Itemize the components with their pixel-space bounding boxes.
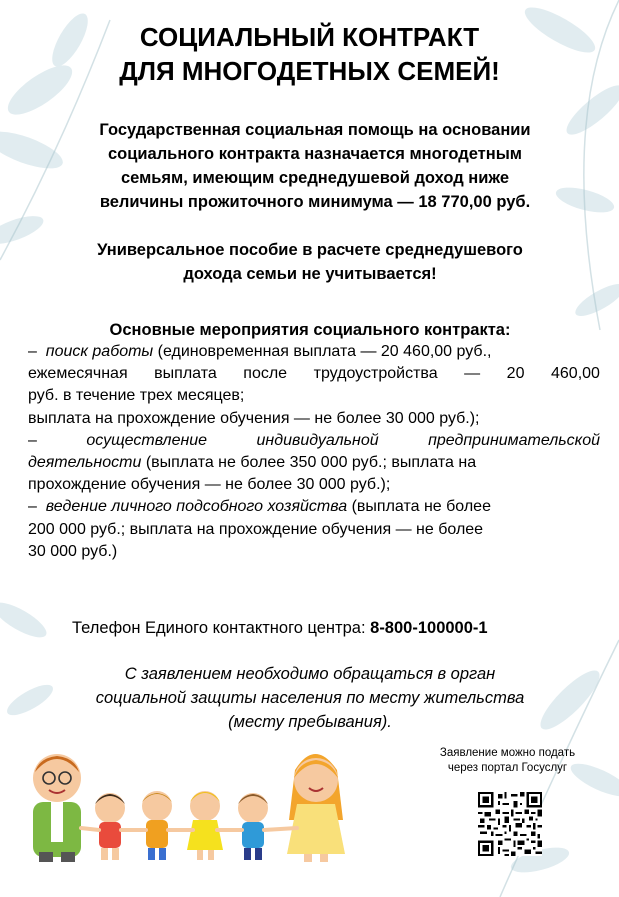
child-3	[187, 791, 223, 860]
apply-line-1: С заявлением необходимо обращаться в орган	[124, 665, 496, 683]
job-search-line-4: выплата на прохождение обучения — не более 30 000 руб.);	[28, 409, 480, 427]
measures-heading: Основные мероприятия социального контракта:	[109, 321, 511, 339]
contact-phone	[72, 616, 488, 640]
intro-paragraph	[30, 118, 600, 214]
farm-line-3: 30 000 руб.)	[28, 542, 118, 560]
title-line-1: СОЦИАЛЬНЫЙ КОНТРАКТ	[139, 22, 480, 52]
apply-line-2: социальной защиты населения по месту жительства	[95, 689, 525, 707]
gosuslugi-note	[420, 746, 595, 776]
intro-line-4: величины прожиточного минимума — 18 770,00 руб.	[99, 193, 531, 211]
note-line-2: дохода семьи не учитывается!	[183, 265, 437, 283]
job-search-name: поиск работы	[45, 343, 154, 360]
intro-line-1: Государственная социальная помощь на основании	[99, 121, 531, 139]
job-search-line-3: руб. в течение трех месяцев;	[28, 387, 245, 405]
measures-list	[28, 341, 600, 563]
job-search-line-1: – поиск работы (единовременная выплата — 20 460,00 руб.,	[28, 343, 492, 360]
apply-line-3: (месту пребывания).	[228, 713, 392, 731]
child-1	[95, 793, 125, 860]
note-line-1: Универсальное пособие в расчете среднедушевого	[97, 241, 523, 259]
business-line-2: деятельности (выплата не более 350 000 руб.; выплата на	[28, 454, 477, 472]
farm-line-2: 200 000 руб.; выплата на прохождение обучения — не более	[28, 520, 484, 538]
benefit-note	[20, 238, 600, 286]
title-line-2: ДЛЯ МНОГОДЕТНЫХ СЕМЕЙ!	[119, 56, 500, 86]
intro-line-3: семьям, имеющим среднедушевой доход ниже	[120, 169, 510, 187]
child-2	[142, 791, 172, 860]
phone-number[interactable]: 8-800-100000-1	[370, 619, 488, 637]
business-line-1: – осуществление индивидуальной предпринимательской	[28, 431, 600, 449]
business-line-3: прохождение обучения — не более 30 000 руб.);	[28, 476, 391, 494]
page-title	[0, 20, 619, 88]
intro-line-2: социального контракта назначается многодетным	[107, 145, 522, 163]
qr-code-icon[interactable]	[478, 792, 542, 856]
child-4	[238, 793, 268, 860]
apply-instructions	[20, 662, 600, 734]
family-illustration	[15, 740, 360, 865]
gosuslugi-line-2: через портал Госуслуг	[447, 762, 568, 774]
gosuslugi-line-1: Заявление можно подать	[439, 747, 576, 759]
phone-label: Телефон Единого контактного центра:	[72, 619, 366, 637]
farm-name: ведение личного подсобного хозяйства	[45, 498, 348, 516]
father-figure	[33, 754, 81, 862]
farm-line-1: – ведение личного подсобного хозяйства (выплата не более	[28, 498, 491, 516]
mother-figure	[287, 754, 345, 862]
job-search-line-2: ежемесячная выплата после трудоустройства — 20 460,00	[28, 365, 600, 383]
